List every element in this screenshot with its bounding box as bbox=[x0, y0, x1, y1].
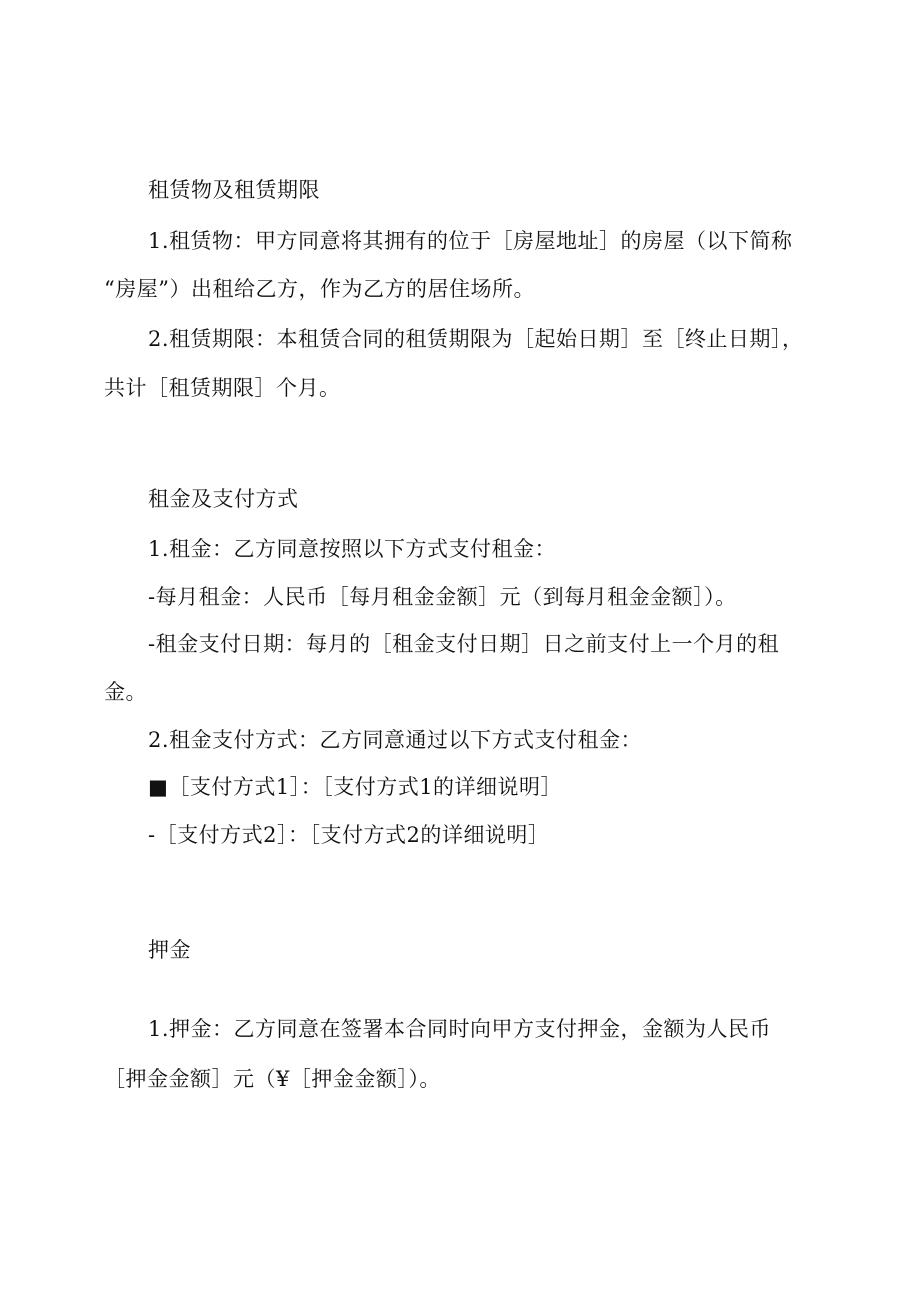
paragraph-line: 1.租赁物：甲方同意将其拥有的位于［房屋地址］的房屋（以下简称 bbox=[148, 229, 793, 253]
paragraph-line: ■［支付方式1］：［支付方式1的详细说明］ bbox=[148, 775, 563, 799]
paragraph-line: ［押金金额］元（¥［押金金额］）。 bbox=[104, 1067, 441, 1091]
paragraph-line: -每月租金：人民币［每月租金金额］元（到每月租金金额］）。 bbox=[148, 585, 737, 609]
paragraph-line: 1.租金：乙方同意按照以下方式支付租金： bbox=[148, 537, 557, 561]
section-heading-deposit: 押金 bbox=[148, 938, 191, 962]
paragraph-line: 共计［租赁期限］个月。 bbox=[104, 376, 341, 400]
section-heading-rent: 租金及支付方式 bbox=[148, 487, 299, 511]
paragraph-line: 金。 bbox=[104, 680, 147, 704]
paragraph-line: -租金支付日期：每月的［租金支付日期］日之前支付上一个月的租 bbox=[148, 632, 780, 656]
section-heading-lease: 租赁物及租赁期限 bbox=[148, 178, 320, 202]
paragraph-line: 1.押金：乙方同意在签署本合同时向甲方支付押金，金额为人民币 bbox=[148, 1017, 772, 1041]
paragraph-line: “房屋”）出租给乙方，作为乙方的居住场所。 bbox=[104, 277, 535, 301]
paragraph-line: 2.租赁期限：本租赁合同的租赁期限为［起始日期］至［终止日期］， bbox=[148, 327, 804, 351]
paragraph-line: -［支付方式2］：［支付方式2的详细说明］ bbox=[148, 823, 550, 847]
paragraph-line: 2.租金支付方式：乙方同意通过以下方式支付租金： bbox=[148, 728, 643, 752]
